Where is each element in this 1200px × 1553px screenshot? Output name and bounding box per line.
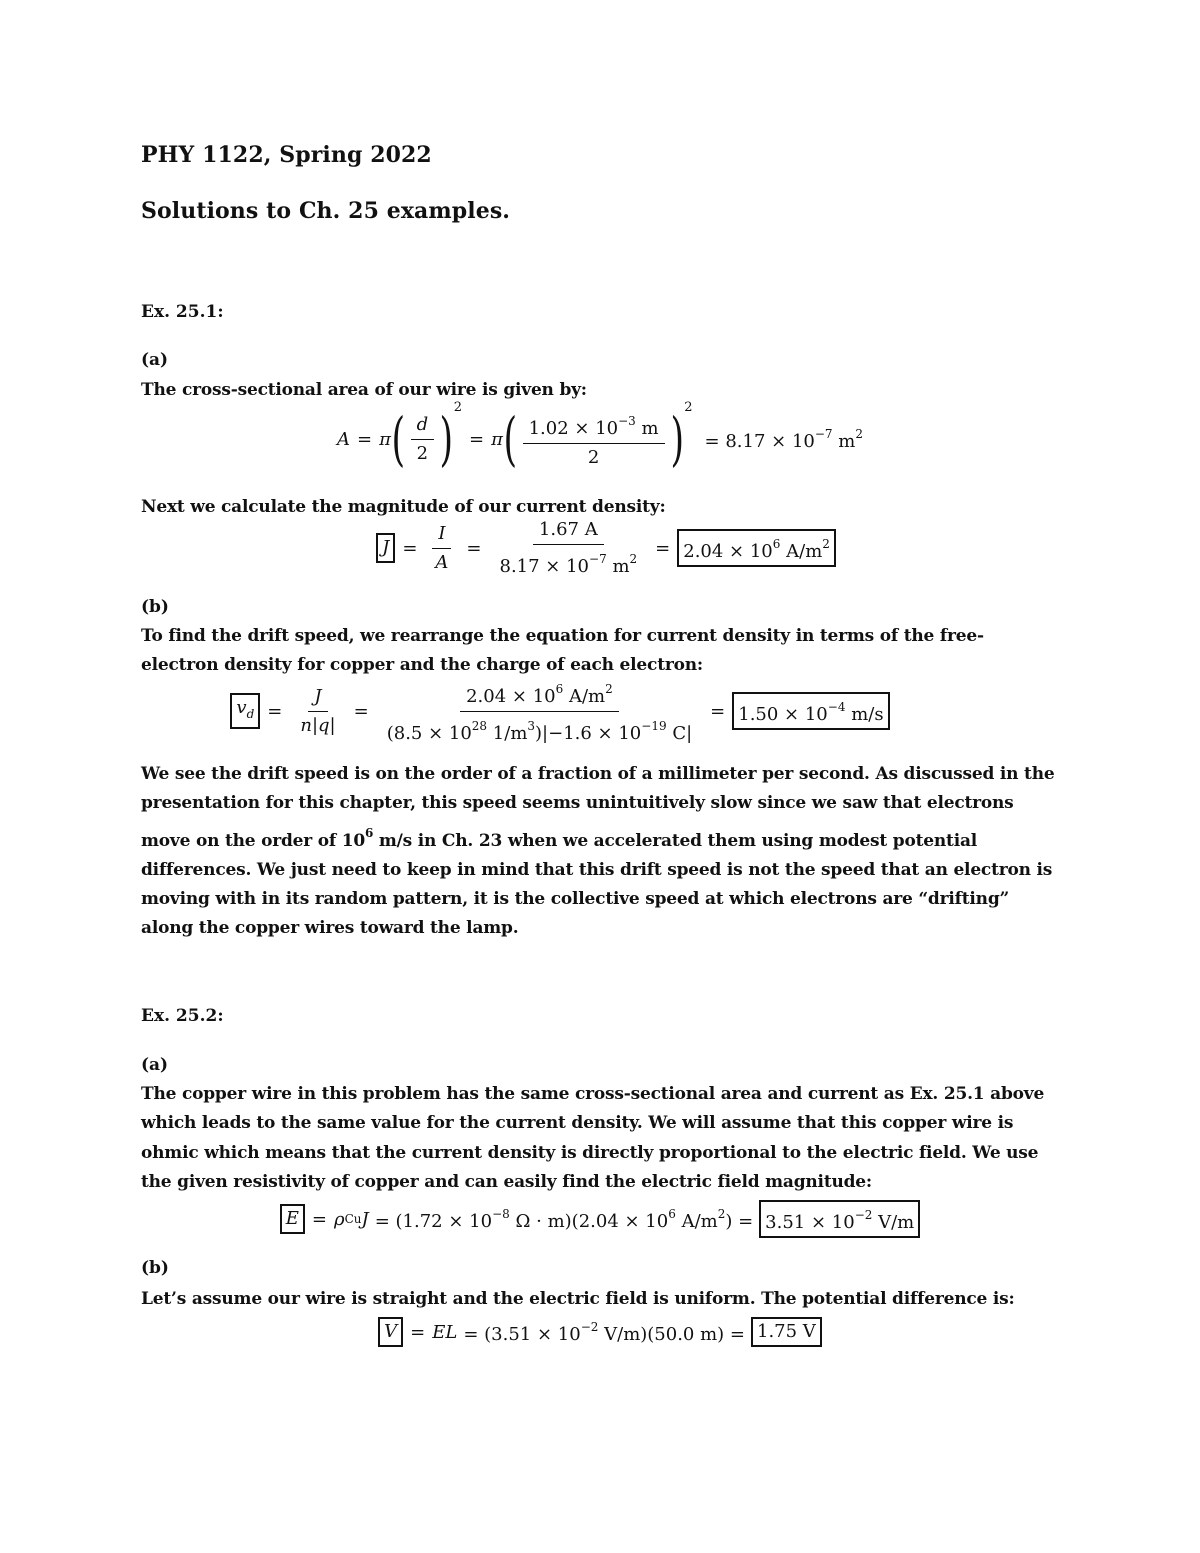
eq-exponent: 2 bbox=[629, 551, 638, 566]
eq-exponent: 2 bbox=[822, 537, 830, 551]
eq-text: A/m bbox=[675, 1210, 718, 1232]
eq-text: V/m bbox=[872, 1212, 915, 1233]
ex2-field-intro: The copper wire in this problem has the same cross-sectional area and current as Ex. 25.1 above which leads to the same value for the current density. We will assume that this copper wire is ohmic which means that the current density is directly proportional to the electric field. We use the given resistivity of copper and can easily find the electric field magnitude: bbox=[141, 1084, 1045, 1192]
boxed-symbol: J bbox=[376, 533, 395, 563]
eq-subscript: Cu bbox=[344, 1212, 362, 1226]
eq-exponent: 2 bbox=[605, 681, 613, 696]
fraction-numerator bbox=[460, 677, 619, 712]
left-paren: ( bbox=[503, 405, 518, 473]
fraction-numerator: d bbox=[411, 413, 435, 440]
eq-exponent: −19 bbox=[641, 718, 667, 733]
eq-text: m bbox=[832, 430, 856, 452]
eq-operator: = bbox=[655, 537, 671, 559]
course-title: PHY 1122, Spring 2022 bbox=[141, 142, 432, 168]
eq-exponent: 6 bbox=[555, 681, 564, 696]
boxed-result bbox=[677, 529, 836, 567]
eq-exponent: 28 bbox=[471, 718, 488, 733]
eq-symbol: A bbox=[337, 428, 350, 450]
eq-operator: = bbox=[402, 537, 418, 559]
eq-result bbox=[705, 427, 863, 452]
eq-text: = (1.72 × 10 bbox=[374, 1210, 493, 1232]
ex1-area-intro: The cross-sectional area of our wire is given by: bbox=[141, 380, 587, 400]
eq-exponent: −2 bbox=[854, 1208, 873, 1222]
eq-text: m bbox=[635, 417, 659, 439]
fraction-denominator bbox=[494, 545, 644, 579]
eq-text: = (3.51 × 10 bbox=[463, 1323, 581, 1345]
boxed-symbol bbox=[230, 693, 260, 729]
eq-symbol: π bbox=[379, 428, 391, 450]
eq-symbol: ρ bbox=[333, 1208, 345, 1230]
eq-text: 1/m bbox=[487, 722, 528, 744]
eq-text: 3.51 × 10 bbox=[765, 1212, 855, 1233]
eq-exponent: −3 bbox=[618, 413, 636, 428]
ex1-density-intro: Next we calculate the magnitude of our current density: bbox=[141, 497, 666, 517]
eq-exponent: −4 bbox=[827, 700, 846, 714]
eq-text: (8.5 × 10 bbox=[386, 722, 472, 744]
ex1-discussion bbox=[141, 760, 1061, 944]
paragraph-text: We see the drift speed is on the order of a fraction of a millimeter per second. As discussed in the presentation for this chapter, this speed seems unintuitively slow since we saw that electrons move on the order of 10 bbox=[141, 764, 1055, 851]
eq-exponent: 3 bbox=[527, 718, 536, 733]
fraction-denominator bbox=[381, 712, 698, 746]
eq-text: 2.04 × 10 bbox=[683, 541, 773, 562]
ex1-heading: Ex. 25.1: bbox=[141, 302, 224, 322]
boxed-result bbox=[732, 692, 889, 730]
eq-operator: = bbox=[353, 700, 369, 722]
left-paren: ( bbox=[391, 405, 406, 473]
fraction-denominator: 2 bbox=[416, 442, 429, 464]
eq-exponent: 2 bbox=[717, 1206, 726, 1221]
ex1-drift-intro: To find the drift speed, we rearrange the equation for current density in terms of the free-electron density for copper and the charge of each electron: bbox=[141, 626, 984, 676]
boxed-result bbox=[759, 1200, 920, 1238]
eq-exponent: 6 bbox=[668, 1206, 676, 1221]
eq-text: 2.04 × 10 bbox=[466, 685, 556, 707]
right-paren: ) bbox=[439, 405, 454, 473]
paragraph-text: m/s in Ch. 23 when we accelerated them using modest potential differences. We just need to keep in mind that this drift speed is not the speed that an electron is moving with in its random pattern, it is the collective speed at which electrons are “drifting” along the copper wires toward the lamp. bbox=[141, 830, 1053, 939]
eq-exponent: 2 bbox=[855, 426, 863, 441]
eq-operator: = bbox=[357, 428, 373, 450]
fraction-denominator: n|q| bbox=[300, 714, 336, 736]
fraction-numerator: I bbox=[432, 522, 451, 549]
eq-subscript: d bbox=[246, 707, 255, 721]
eq-exponent: 6 bbox=[365, 825, 374, 840]
eq-text: m/s bbox=[845, 704, 884, 725]
fraction-numerator: J bbox=[308, 685, 327, 712]
eq-operator: = bbox=[410, 1321, 426, 1343]
eq-exponent: −2 bbox=[580, 1319, 599, 1334]
eq-text: )|−1.6 × 10 bbox=[535, 722, 642, 744]
fraction bbox=[494, 518, 644, 579]
eq-symbol: π bbox=[491, 428, 503, 450]
eq-text: Ω · m)(2.04 × 10 bbox=[509, 1210, 669, 1232]
eq-text: m bbox=[606, 555, 630, 577]
ex1-part-b-label: (b) bbox=[141, 597, 169, 617]
fraction bbox=[411, 413, 435, 466]
fraction bbox=[381, 677, 698, 746]
eq-operator: = bbox=[311, 1208, 327, 1230]
potential-difference-equation bbox=[0, 1314, 1200, 1350]
eq-text: V/m)(50.0 m) = bbox=[598, 1323, 745, 1345]
eq-operator: = bbox=[469, 428, 485, 450]
right-paren: ) bbox=[670, 405, 684, 473]
eq-text: 8.17 × 10 bbox=[499, 555, 590, 577]
eq-expression bbox=[375, 1207, 753, 1232]
fraction-numerator: 1.67 A bbox=[533, 518, 604, 545]
eq-text: A/m bbox=[563, 685, 606, 707]
boxed-symbol: V bbox=[378, 1317, 403, 1347]
eq-operator: = bbox=[466, 537, 482, 559]
eq-exponent: 6 bbox=[772, 537, 781, 551]
eq-exponent: −8 bbox=[492, 1206, 510, 1221]
eq-expression bbox=[463, 1320, 745, 1345]
fraction-denominator: 2 bbox=[587, 446, 600, 468]
eq-operator: = bbox=[267, 700, 283, 722]
fraction-numerator bbox=[523, 409, 665, 444]
eq-text: ) = bbox=[725, 1210, 754, 1232]
eq-operator: = bbox=[710, 700, 726, 722]
drift-speed-equation bbox=[0, 679, 1200, 743]
ex1-part-a-label: (a) bbox=[141, 350, 169, 370]
eq-symbol: J bbox=[361, 1208, 369, 1230]
electric-field-equation bbox=[0, 1199, 1200, 1239]
current-density-equation bbox=[0, 518, 1200, 578]
eq-symbol: EL bbox=[432, 1321, 458, 1343]
eq-text: A/m bbox=[780, 541, 823, 562]
fraction bbox=[523, 409, 665, 470]
eq-symbol: v bbox=[236, 697, 247, 718]
document-subtitle: Solutions to Ch. 25 examples. bbox=[141, 198, 511, 224]
boxed-result: 1.75 V bbox=[751, 1317, 822, 1347]
area-equation bbox=[0, 400, 1200, 474]
eq-exponent: 2 bbox=[684, 400, 693, 415]
fraction-denominator: A bbox=[435, 551, 449, 573]
eq-text: = 8.17 × 10 bbox=[704, 430, 815, 452]
ex2-potential-intro: Let’s assume our wire is straight and the electric field is uniform. The potential difference is: bbox=[141, 1289, 1015, 1309]
eq-text: C| bbox=[666, 722, 693, 744]
eq-text: 1.02 × 10 bbox=[528, 417, 619, 439]
eq-text: 1.50 × 10 bbox=[738, 704, 828, 725]
ex2-heading: Ex. 25.2: bbox=[141, 1006, 224, 1026]
eq-exponent: −7 bbox=[814, 426, 833, 441]
eq-exponent: 2 bbox=[453, 400, 463, 415]
ex2-part-b-label: (b) bbox=[141, 1258, 169, 1278]
ex2-part-a-label: (a) bbox=[141, 1055, 169, 1075]
fraction bbox=[294, 685, 341, 738]
fraction bbox=[429, 522, 454, 575]
boxed-symbol: E bbox=[280, 1204, 305, 1234]
eq-exponent: −7 bbox=[589, 551, 607, 566]
